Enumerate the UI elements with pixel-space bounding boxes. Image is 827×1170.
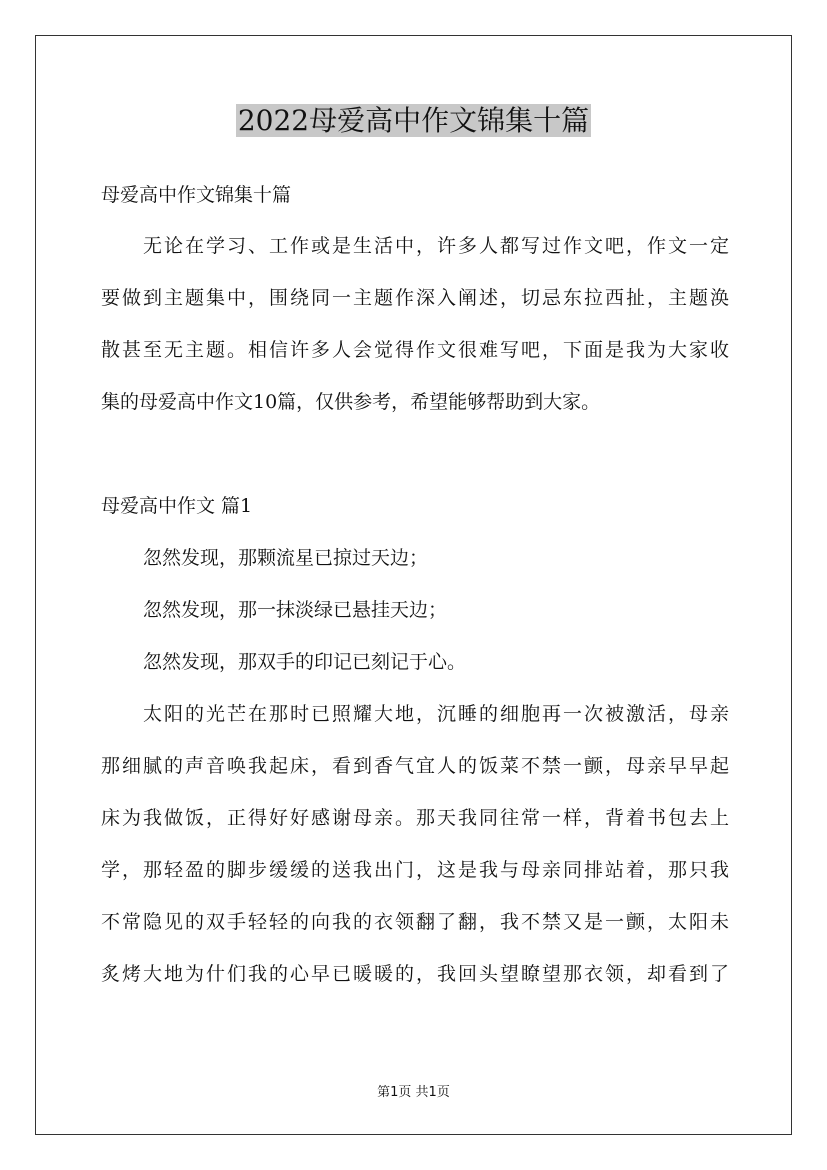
intro-line: 无论在学习、工作或是生活中，许多人都写过作文吧，作文一定: [143, 235, 729, 257]
subtitle: 母爱高中作文锦集十篇: [101, 184, 292, 206]
page-footer: 第1页 共1页: [377, 1085, 450, 1100]
intro-paragraph: [101, 229, 729, 419]
poem-lines: [101, 541, 729, 679]
body-line: 太阳的光芒在那时已照耀大地，沉睡的细胞再一次被激活，母亲: [143, 703, 729, 725]
document-body: [101, 178, 729, 1009]
body-paragraph: [101, 697, 729, 991]
poem-line: 忽然发现，那颗流星已掠过天边；: [143, 547, 429, 569]
document-title: [0, 101, 827, 141]
poem-line: 忽然发现，那一抹淡绿已悬挂天边；: [143, 599, 448, 621]
document-title-text: 2022母爱高中作文锦集十篇: [237, 104, 590, 137]
section-heading: 母爱高中作文 篇1: [101, 495, 253, 517]
intro-line: 要做到主题集中，围绕同一主题作深入阐述，切忌东拉西扯，主题涣: [101, 287, 729, 309]
body-line: 炙烤大地为什们我的心早已暖暖的，我回头望瞭望那衣领，却看到了: [101, 963, 729, 985]
poem-line: 忽然发现，那双手的印记已刻记于心。: [143, 651, 467, 673]
body-line: 不常隐见的双手轻轻的向我的衣领翻了翻，我不禁又是一颤，太阳未: [101, 911, 729, 933]
intro-line: 集的母爱高中作文10篇，仅供参考，希望能够帮助到大家。: [101, 391, 601, 413]
body-line: 那细腻的声音唤我起床，看到香气宜人的饭菜不禁一颤，母亲早早起: [101, 755, 729, 777]
intro-line: 散甚至无主题。相信许多人会觉得作文很难写吧，下面是我为大家收: [101, 339, 729, 361]
body-line: 床为我做饭，正得好好感谢母亲。那天我同往常一样，背着书包去上: [101, 807, 729, 829]
body-line: 学，那轻盈的脚步缓缓的送我出门，这是我与母亲同排站着，那只我: [101, 859, 729, 881]
